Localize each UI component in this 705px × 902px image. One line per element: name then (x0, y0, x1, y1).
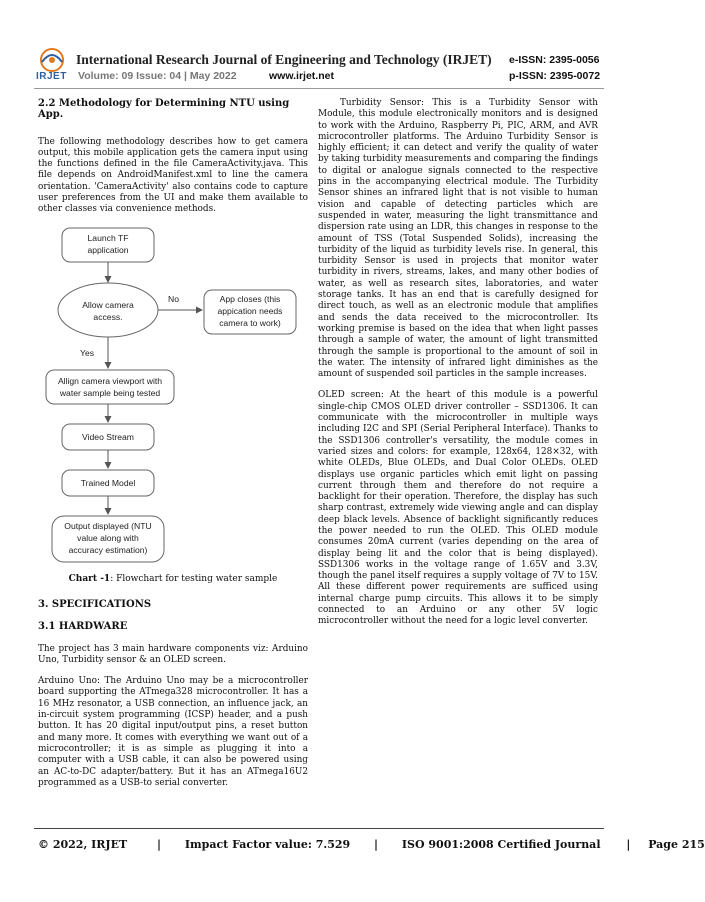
hardware-intro-paragraph: The project has 3 main hardware components viz: Arduino Uno, Turbidity sensor & an OLED screen. (38, 643, 308, 665)
methodology-paragraph: The following methodology describes how to get camera output, this mobile application gets the camera input using the functions defined in the file CameraActivity.java. This file depends on AndroidManifest.xml to line the camera orientation. 'CameraActivity' also contains code to capture user preferences from the UI and make them available to other classes via convenience methods. (38, 136, 308, 215)
flow-closes-line3: camera to work) (219, 317, 281, 328)
flow-closes-line1: App closes (this (219, 293, 281, 304)
flowchart (38, 226, 308, 566)
header-divider (34, 88, 604, 89)
turbidity-sensor-paragraph: Turbidity Sensor: This is a Turbidity Sensor with Module, this module electronically monitors and is designed to work with the Arduino, Raspberry Pi, PIC, ARM, and AVR microcontroller platforms. The Arduino Turbidity Sensor is highly efficient; it can detect and verify the quality of water by taking turbidity measurements and comparing the findings to digital or analogue signals connected to the respective pins in the accompanying electrical module. The Turbidity Sensor shines an infrared light that is not visible to human vision and capable of detecting particles which are suspended in water, measuring the light transmittance and dispersion rate using an LDR, this changes in response to the amount of TSS (Total Suspended Solids), increasing the turbidity of the liquid as turbidity levels rise. In general, this turbidity Sensor is used in projects that monitor water turbidity in rivers, streams, lakes, and many other bodies of water, as well as research sites, laboratories, and water storage tanks. It has an end that is carefully designed for direct touch, as well as an electronic module that amplifies and sends the data received to the microcontroller. Its working premise is based on the idea that when light passes through a sample of water, the amount of light transmitted through the sample is proportional to the amount of soil in the water. The intensity of infrared light diminishes as the amount of suspended soil particles in the sample increases. (318, 98, 598, 380)
oled-paragraph: OLED screen: At the heart of this module is a powerful single-chip CMOS OLED driver controller – SSD1306. It can communicate with the microcontroller in multiple ways including I2C and SPI (Serial Peripheral Interface). Thanks to the SSD1306 controller's versatility, the module comes in varied sizes and colors: for example, 128x64, 128×32, with white OLEDs, Blue OLEDs, and Dual Color OLEDs. OLED displays use organic particles which emit light on passing current through them and therefore do not require a backlight for their operation. Therefore, the display has such sharp contrast, extremely wide viewing angle and can display deep black levels. Absence of backlight significantly reduces the power needed to run the OLED. This OLED module consumes 20mA current (varies depending on the area of display being lit and the color that is being displayed). SSD1306 works in the voltage range of 1.65V and 3.3V, though the panel itself requires a supply voltage of 7V to 15V. All these different power requirements are sufficed using internal charge pump circuits. This allows it to be simply connected to an Arduino or any other 5V logic microcontroller without the need for a logic level converter. (318, 390, 598, 627)
flow-output-line1: Output displayed (NTU (64, 520, 152, 531)
flow-allow-line1: Allow camera (82, 299, 134, 310)
flow-output-line2: value along with (77, 532, 139, 543)
footer-impact-factor: Impact Factor value: 7.529 (184, 838, 351, 851)
arduino-paragraph: Arduino Uno: The Arduino Uno may be a microcontroller board supporting the ATmega328 microcontroller. It has a 16 MHz resonator, a USB connection, an influence jack, an in-circuit system programming (ICSP) header, and a push button. It has 20 digital input/output pins, a reset button and many more. It comes with everything we want out of a microcontroller; it is as simple as plugging it into a computer with a USB cable, it can also be powered using an AC-to-DC adapter/battery. But it has an ATmega16U2 programmed as a USB-to serial converter. (38, 676, 308, 788)
flow-align-line1: Allign camera viewport with (57, 375, 163, 386)
flow-allow-line2: access. (93, 311, 123, 322)
left-column (38, 98, 308, 799)
flow-model: Trained Model (80, 477, 136, 488)
right-column (318, 98, 598, 638)
flow-launch-line1: Launch TF (87, 232, 129, 243)
volume-issue: Volume: 09 Issue: 04 | May 2022 (78, 70, 237, 82)
caption-text: : Flowchart for testing water sample (110, 573, 278, 584)
footer-copyright: © 2022, IRJET (38, 838, 128, 851)
section-heading-specifications: 3. SPECIFICATIONS (38, 598, 152, 610)
footer-separator: | (374, 838, 379, 851)
page-header (0, 0, 638, 92)
journal-title: International Research Journal of Engineering and Technology (IRJET) (76, 52, 492, 67)
flow-align-line2: water sample being tested (59, 387, 161, 398)
pissn: p-ISSN: 2395-0072 (509, 70, 601, 82)
eissn: e-ISSN: 2395-0056 (509, 54, 600, 66)
caption-label: Chart -1 (68, 573, 111, 584)
logo-text: IRJET (36, 71, 67, 82)
footer-separator: | (626, 838, 631, 851)
section-heading-methodology: 2.2 Methodology for Determining NTU using App. (38, 98, 290, 121)
page-footer (38, 838, 705, 851)
section-heading-hardware: 3.1 HARDWARE (38, 621, 128, 633)
footer-page-number: Page 215 (648, 838, 705, 851)
flow-node-allow-camera (58, 283, 158, 337)
flow-video: Video Stream (82, 431, 134, 442)
figure-caption (38, 574, 308, 585)
flow-closes-line2: appication needs (217, 305, 283, 316)
footer-separator: | (157, 838, 162, 851)
flow-launch-line2: application (87, 244, 129, 255)
journal-website[interactable]: www.irjet.net (269, 70, 334, 82)
footer-divider (34, 828, 604, 829)
flow-output-line3: accuracy estimation) (68, 544, 148, 555)
flow-no-label: No (168, 293, 179, 304)
flow-yes-label: Yes (80, 347, 95, 358)
footer-iso: ISO 9001:2008 Certified Journal (401, 838, 601, 851)
